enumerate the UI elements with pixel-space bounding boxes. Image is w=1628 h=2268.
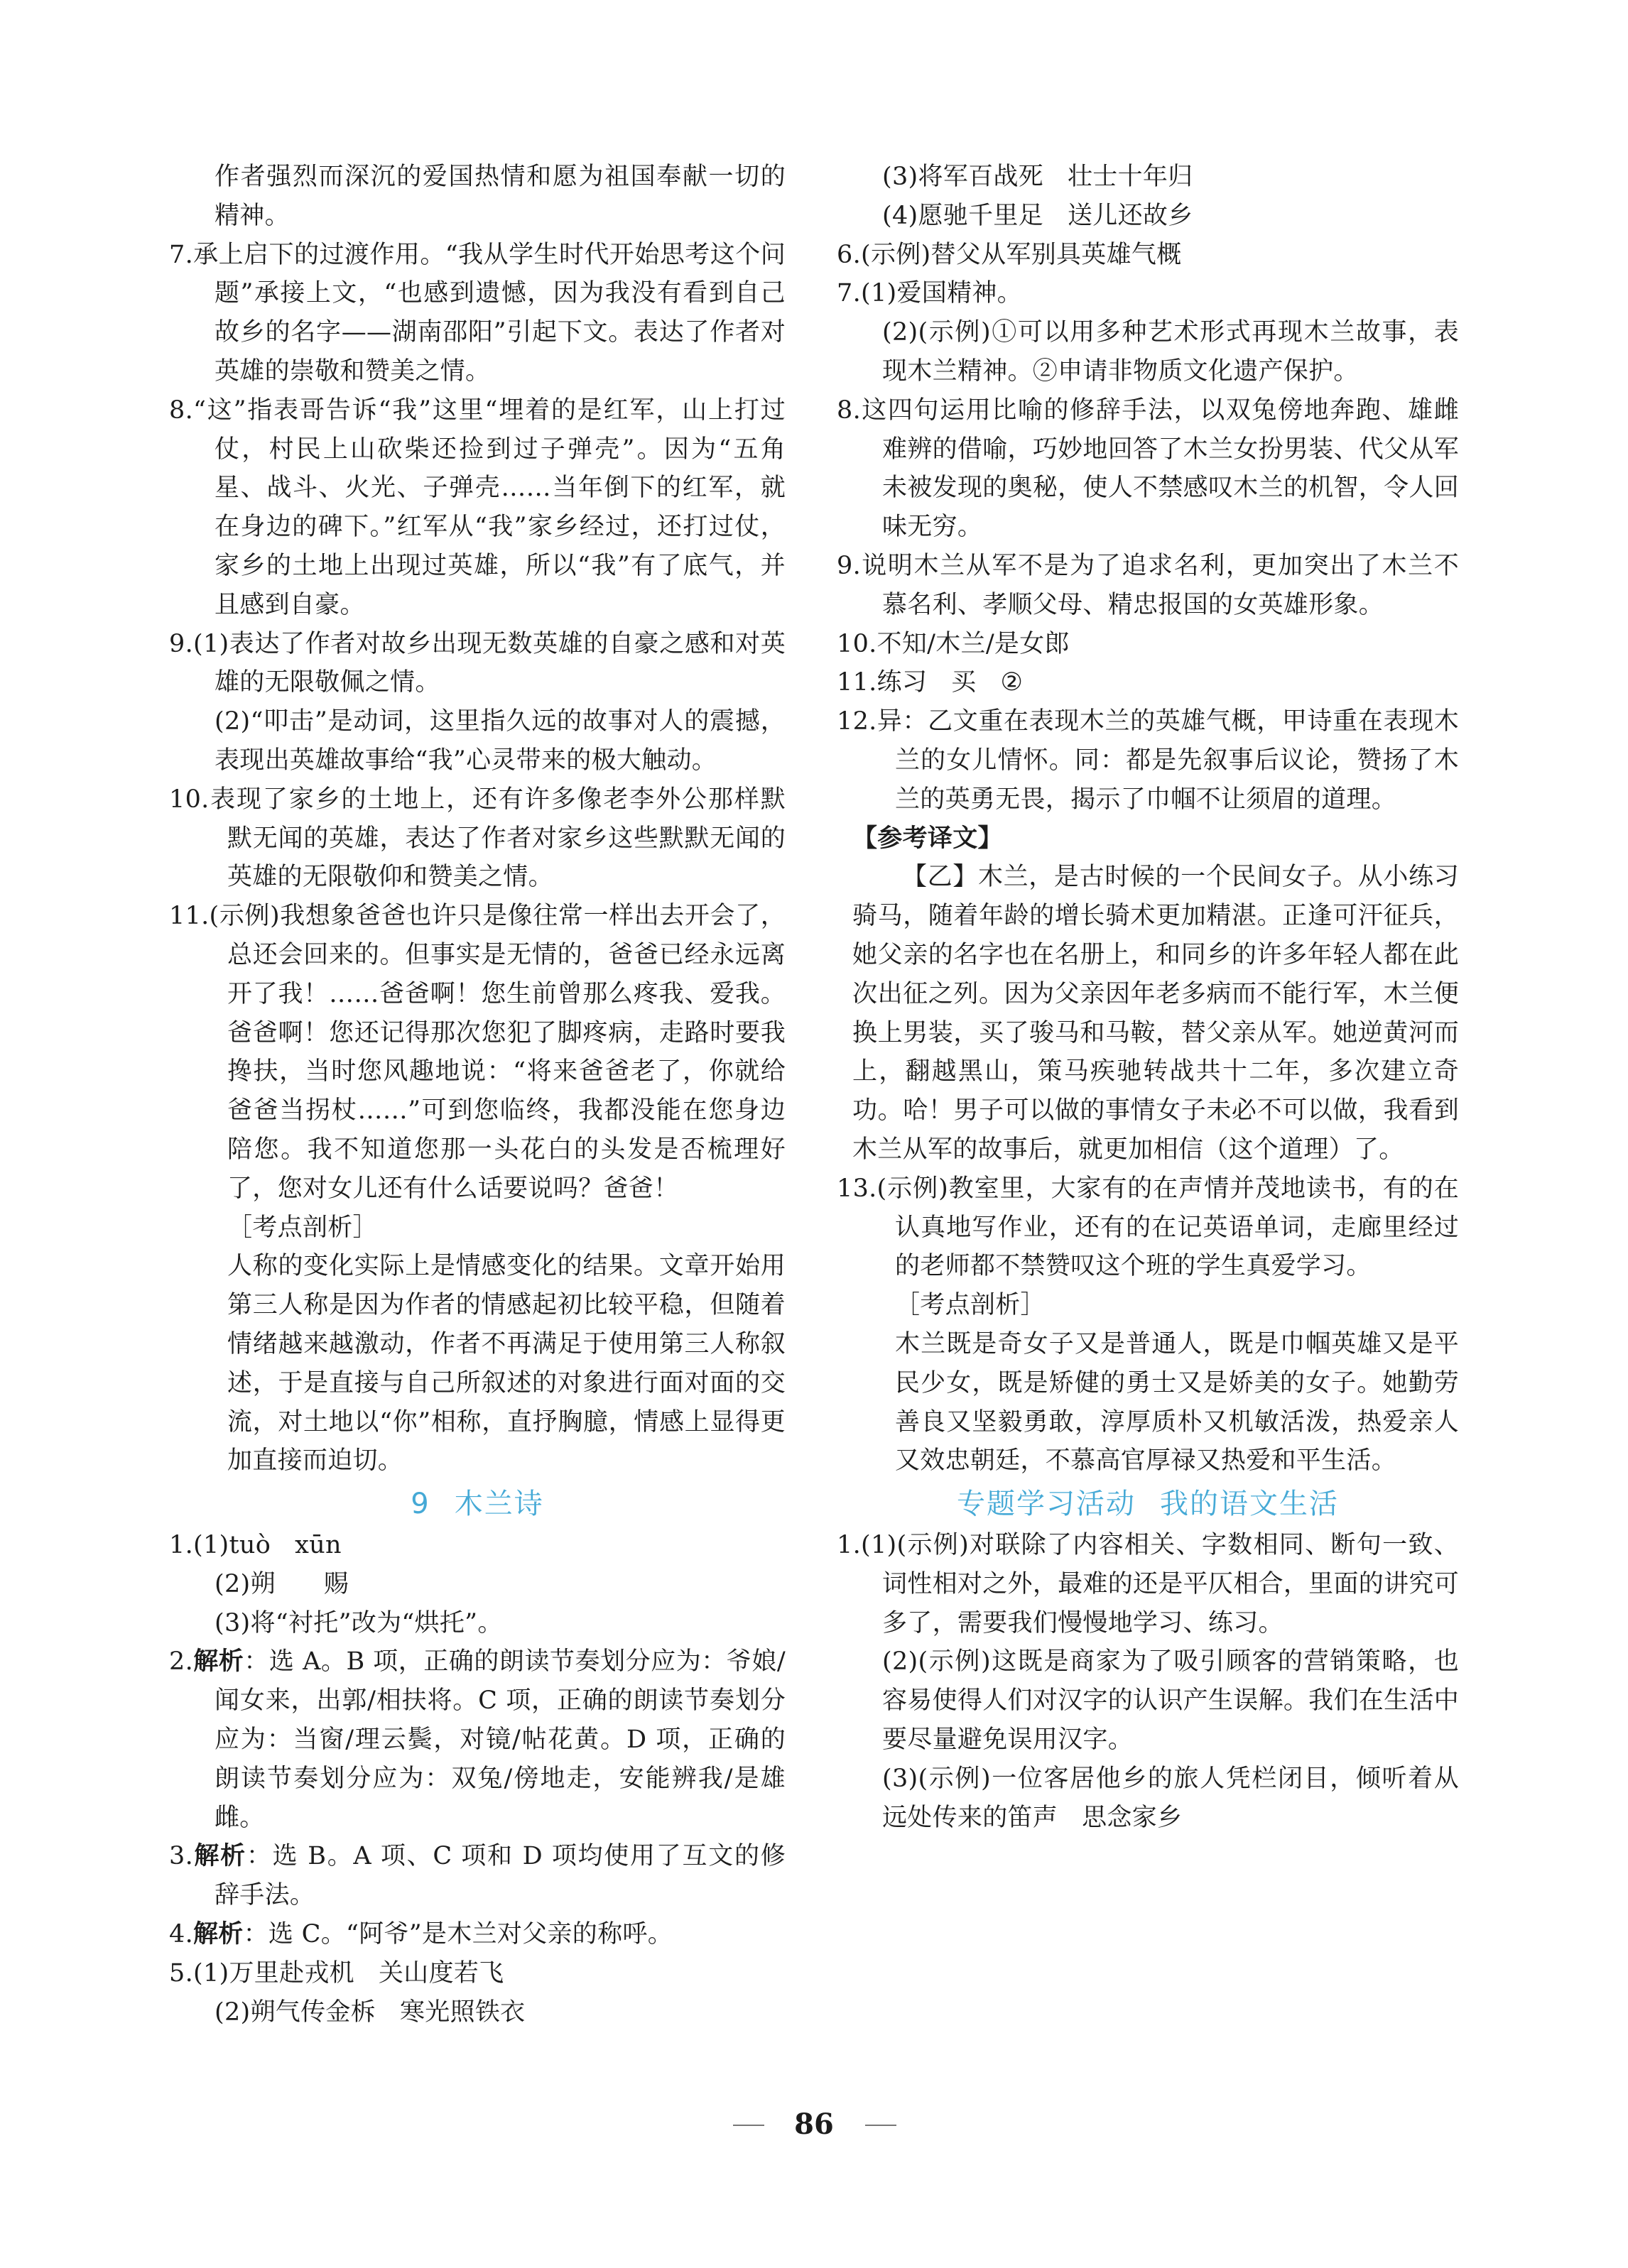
page-number: 86 [794,2108,834,2141]
mulan-answer-1-3: (3)将“衬托”改为“烘托”。 [215,1608,503,1637]
left-column [169,158,786,2032]
answer-8: 8.“这”指表哥告诉“我”这里“埋着的是红军，山上打过仗，村民上山砍柴还捡到过子弹壳”。因为“五角星、战斗、火光、子弹壳……当年倒下的红军，就在身边的碑下。”红军从“我”家乡经过，还打过仗，家乡的土地上出现过英雄，所以“我”有了底气，并且感到自豪。 [169,396,786,619]
section-heading-mulan [169,1483,786,1525]
mulan-answer-1-2: (2)朔 赐 [215,1569,349,1598]
analysis-tag-2: ［考点剖析］ [895,1291,1046,1320]
mulan-answer-12: 12.异：乙文重在表现木兰的英雄气概，甲诗重在表现木兰的女儿情怀。同：都是先叙事后议论，赞扬了木兰的英勇无畏，揭示了巾帼不让须眉的道理。 [837,707,1459,814]
topic-heading-b: 我的语文生活 [1160,1488,1339,1521]
answer-9-1: 9.(1)表达了作者对故乡出现无数英雄的自豪之感和对英雄的无限敬佩之情。 [169,629,786,697]
analysis-tag: ［考点剖析］ [227,1213,378,1242]
mulan-answer-11: 11.练习 买 ② [837,668,1024,697]
mulan-answer-4: 4.解析：选 C。“阿爷”是木兰对父亲的称呼。 [169,1919,673,1949]
mulan-answer-5-4: (4)愿驰千里足 送儿还故乡 [882,201,1193,230]
analysis-text-2: 木兰既是奇女子又是普通人，既是巾帼英雄又是平民少女，既是矫健的勇士又是娇美的女子。她勤劳善良又坚毅勇敢，淳厚质朴又机敏活泼，热爱亲人又效忠朝廷，不慕高官厚禄又热爱和平生活。 [895,1329,1459,1476]
mulan-answer-7-1: 7.(1)爱国精神。 [837,279,1022,308]
mulan-answer-8: 8.这四句运用比喻的修辞手法，以双兔傍地奔跑、雄雌难辨的借喻，巧妙地回答了木兰女扮男装、代父从军未被发现的奥秘，使人不禁感叹木兰的机智，令人回味无穷。 [837,396,1459,542]
right-column [837,158,1459,1837]
reference-translation-text: 【乙】木兰，是古时候的一个民间女子。从小练习骑马，随着年龄的增长骑术更加精湛。正逢可汗征兵，她父亲的名字也在名册上，和同乡的许多年轻人都在此次出征之列。因为父亲因年老多病而不能行军，木兰便换上男装，买了骏马和马鞍，替父亲从军。她逆黄河而上，翻越黑山，策马疾驰转战共十二年，多次建立奇功。哈！男子可以做的事情女子未必不可以做，我看到木兰从军的故事后，就更加相信（这个道理）了。 [852,863,1459,1164]
page-number-dash-right [865,2125,896,2126]
section-number: 9 [411,1488,430,1521]
mulan-answer-2: 2.解析：选 A。B 项，正确的朗读节奏划分应为：爷娘/闻女来，出郭/相扶将。C 项，正确的朗读节奏划分应为：当窗/理云鬓，对镜/帖花黄。D 项，正确的朗读节奏划分应为：双兔/傍地走，安能辨我/是雄雌。 [169,1647,786,1832]
mulan-answer-5-1: 5.(1)万里赴戎机 关山度若飞 [169,1958,504,1988]
topic-answer-1-3: (3)(示例)一位客居他乡的旅人凭栏闭目，倾听着从远处传来的笛声 思念家乡 [882,1764,1459,1832]
section-title: 木兰诗 [454,1488,544,1521]
mulan-answer-5-2: (2)朔气传金柝 寒光照铁衣 [215,1997,526,2027]
answer-11: 11.(示例)我想象爸爸也许只是像往常一样出去开会了，总还会回来的。但事实是无情的，爸爸已经永远离开了我！……爸爸啊！您生前曾那么疼我、爱我。爸爸啊！您还记得那次您犯了脚疼病，走路时要我搀扶，当时您风趣地说：“将来爸爸老了，你就给爸爸当拐杖……”可到您临终，我都没能在您身边陪您。我不知道您那一头花白的头发是否梳理好了，您对女儿还有什么话要说吗？爸爸！ [169,902,786,1203]
mulan-answer-6: 6.(示例)替父从军别具英雄气概 [837,240,1182,269]
reference-translation-tag: 【参考译文】 [852,823,1003,853]
mulan-answer-13: 13.(示例)教室里，大家有的在声情并茂地读书，有的在认真地写作业，还有的在记英语单词，走廊里经过的老师都不禁赞叹这个班的学生真爱学习。 [837,1174,1459,1281]
mulan-answer-3: 3.解析：选 B。A 项、C 项和 D 项均使用了互文的修辞手法。 [169,1841,786,1910]
mulan-answer-9: 9.说明木兰从军不是为了追求名利，更加突出了木兰不慕名利、孝顺父母、精忠报国的女英雄形象。 [837,551,1459,619]
answer-6-continued: 作者强烈而深沉的爱国热情和愿为祖国奉献一切的精神。 [215,163,786,230]
mulan-answer-1-1: 1.(1)tuò xūn [169,1531,342,1560]
answer-9-2: (2)“叩击”是动词，这里指久远的故事对人的震撼，表现出英雄故事给“我”心灵带来的极大触动。 [215,707,786,775]
answer-7: 7.承上启下的过渡作用。“我从学生时代开始思考这个问题”承接上文，“也感到遗憾，因为我没有看到自己故乡的名字——湖南邵阳”引起下文。表达了作者对英雄的崇敬和赞美之情。 [169,240,786,386]
topic-answer-1-1: 1.(1)(示例)对联除了内容相关、字数相同、断句一致、词性相对之外，最难的还是平仄相合，里面的讲究可多了，需要我们慢慢地学习、练习。 [837,1531,1459,1637]
answer-10: 10.表现了家乡的土地上，还有许多像老李外公那样默默无闻的英雄，表达了作者对家乡这些默默无闻的英雄的无限敬仰和赞美之情。 [169,785,786,892]
section-heading-topic [837,1483,1459,1525]
analysis-text: 人称的变化实际上是情感变化的结果。文章开始用第三人称是因为作者的情感起初比较平稳，但随着情绪越来越激动，作者不再满足于使用第三人称叙述，于是直接与自己所叙述的对象进行面对面的交流，对土地以“你”相称，直抒胸臆，情感上显得更加直接而迫切。 [227,1252,786,1476]
mulan-answer-7-2: (2)(示例)①可以用多种艺术形式再现木兰故事，表现木兰精神。②申请非物质文化遗产保护。 [882,318,1459,386]
topic-answer-1-2: (2)(示例)这既是商家为了吸引顾客的营销策略，也容易使得人们对汉字的认识产生误解。我们在生活中要尽量避免误用汉字。 [882,1647,1459,1755]
mulan-answer-5-3: (3)将军百战死 壮士十年归 [882,163,1193,191]
topic-heading-a: 专题学习活动 [957,1488,1136,1521]
mulan-answer-10: 10.不知/木兰/是女郎 [837,629,1070,658]
